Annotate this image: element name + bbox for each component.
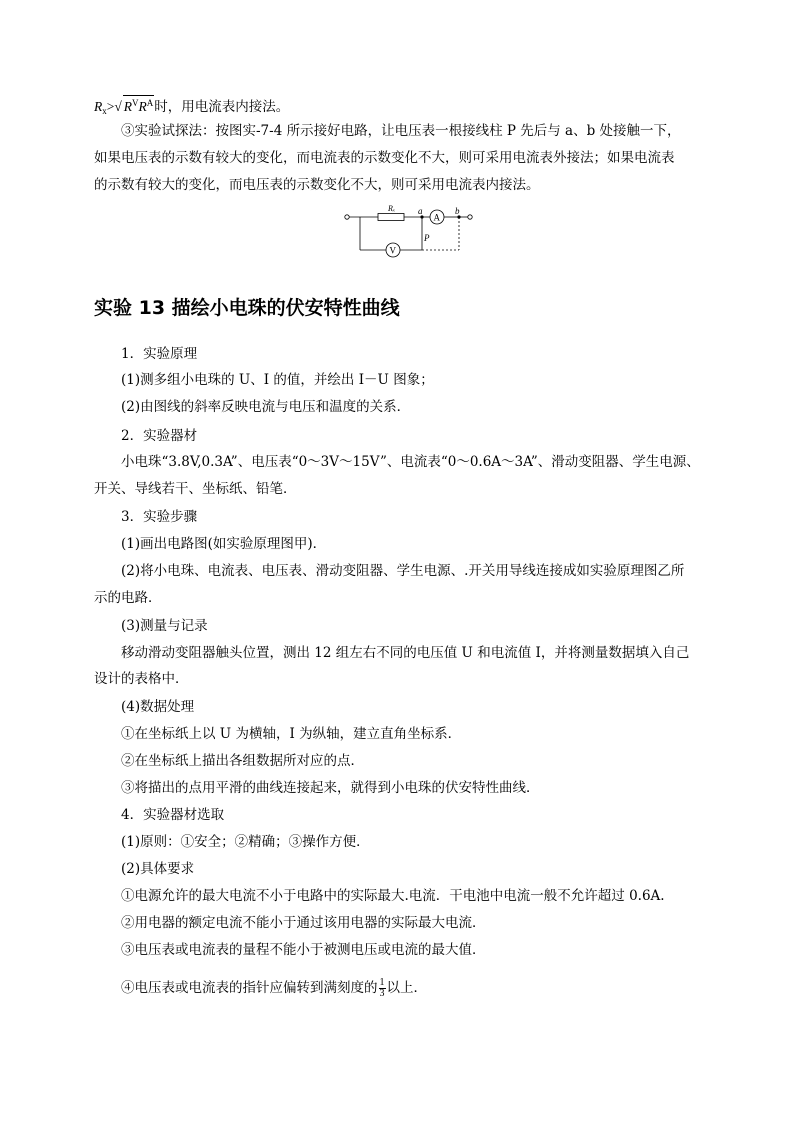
data-2: ②在坐标纸上描出各组数据所对应的点． [121, 753, 364, 769]
step-3b: 设计的表格中． [94, 671, 189, 687]
resistor-label: Rₓ [388, 204, 396, 213]
step-3: (3)测量与记录 [121, 618, 208, 634]
node-b-label: b [455, 206, 460, 216]
voltmeter-label: V [389, 245, 396, 256]
select-1: (1)原则：①安全；②精确；③操作方便． [121, 834, 370, 850]
req-4 [121, 978, 731, 999]
equipment-title: 2．实验器材 [121, 428, 198, 444]
trial-method-line-1: ③实验试探法：按图实-7-4 所示接好电路，让电压表一根接线柱 P 先后与 a、b 处接触一下， [121, 123, 681, 139]
node-p-label: P [424, 233, 430, 243]
step-1: (1)画出电路图(如实验原理图甲)． [121, 536, 327, 552]
principle-2: (2)由图线的斜率反映电流与电压和温度的关系． [121, 399, 411, 415]
section-heading: 实验 13 描绘小电珠的伏安特性曲线 [94, 297, 400, 319]
step-3a: 移动滑动变阻器触头位置，测出 12 组左右不同的电压值 U 和电流值 I，并将测量数据填入自己 [121, 645, 690, 661]
circuit-diagram [340, 203, 475, 260]
req-3: ③电压表或电流表的量程不能小于被测电压或电流的最大值． [121, 942, 486, 958]
steps-title: 3．实验步骤 [121, 509, 198, 525]
resistor-symbol [378, 214, 404, 221]
equipment-1: 小电珠“3.8V,0.3A”、电压表“0～3V～15V”、电流表“0～0.6A～3A”、滑动变阻器、学生电源、 [121, 454, 700, 470]
req-2: ②用电器的额定电流不能小于通过该用电器的实际最大电流． [121, 915, 486, 931]
data-3: ③将描出的点用平滑的曲线连接起来，就得到小电珠的伏安特性曲线． [121, 780, 540, 796]
trial-method-line-2: 如果电压表的示数有较大的变化，而电流表的示数变化不大，则可采用电流表外接法；如果电流表 [94, 150, 675, 166]
node-a-label: a [418, 206, 423, 216]
formula-tail: 时，用电流表内接法。 [154, 99, 290, 115]
req-4-post: 以上． [386, 980, 427, 996]
select-2: (2)具体要求 [121, 861, 195, 877]
req-1: ①电源允许的最大电流不小于电路中的实际最大.电流．干电池中电流一般不允许超过 0.6A. [121, 888, 665, 904]
principle-title: 1．实验原理 [121, 346, 198, 362]
step-2a: (2)将小电珠、电流表、电压表、滑动变阻器、学生电源、.开关用导线连接成如实验原理图乙所 [121, 563, 685, 579]
req-4-pre: ④电压表或电流表的指针应偏转到满刻度的 [121, 980, 378, 996]
formula-line: $R_x>√$ $R^VR^A$时，用电流表内接法。 [94, 95, 704, 120]
one-third-fraction: $\frac{1}{3}$ [379, 977, 385, 999]
equipment-2: 开关、导线若干、坐标纸、铅笔． [94, 481, 297, 497]
principle-1: (1)测多组小电珠的 U、I 的值，并绘出 I－U 图象； [121, 372, 434, 388]
data-1: ①在坐标纸上以 U 为横轴，I 为纵轴，建立直角坐标系． [121, 726, 462, 742]
ammeter-label: A [433, 212, 440, 223]
select-title: 4．实验器材选取 [121, 807, 225, 823]
step-2b: 示的电路． [94, 590, 162, 606]
step-4: (4)数据处理 [121, 699, 195, 715]
trial-method-line-3: 的示数有较大的变化，而电压表的示数变化不大，则可采用电流表内接法。 [94, 177, 540, 193]
